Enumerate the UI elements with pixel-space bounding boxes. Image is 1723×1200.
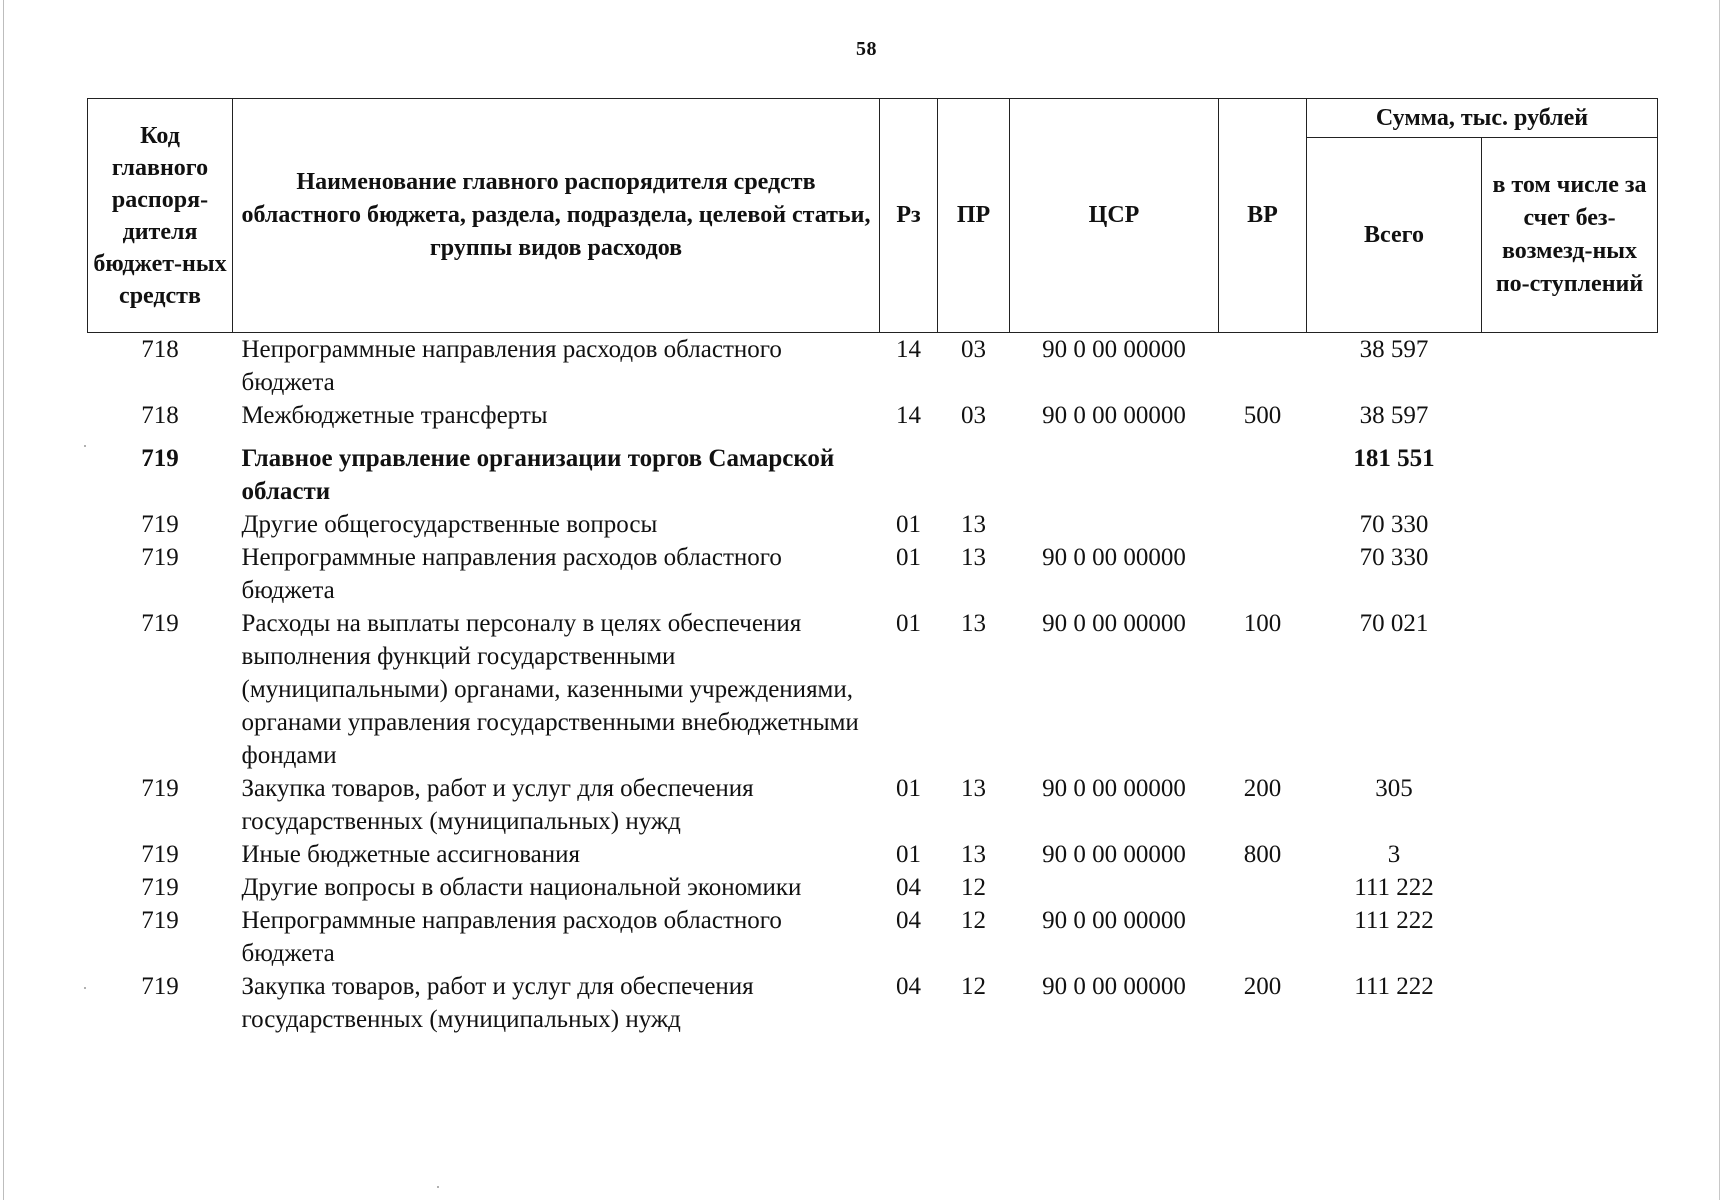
table-row xyxy=(88,432,1658,508)
cell-grants xyxy=(1482,838,1658,871)
table-row xyxy=(88,541,1658,607)
cell-csr: 90 0 00 00000 xyxy=(1042,402,1186,429)
table-body xyxy=(88,333,1658,1037)
table-row xyxy=(88,838,1658,871)
cell-vr: 200 xyxy=(1243,775,1282,802)
scan-left-edge xyxy=(3,0,4,1200)
cell-total: 111 222 xyxy=(1354,874,1434,901)
table-row xyxy=(88,607,1658,772)
table-row xyxy=(88,871,1658,904)
budget-table xyxy=(87,98,1658,1036)
cell-grants xyxy=(1482,904,1658,970)
scan-speck xyxy=(437,1186,439,1188)
header-total: Всего xyxy=(1307,138,1482,333)
cell-vr: 800 xyxy=(1243,841,1282,868)
cell-name: Главное управление организации торгов Самарской области xyxy=(241,445,835,505)
cell-vr: 500 xyxy=(1243,402,1282,429)
cell-vr xyxy=(1219,871,1307,904)
cell-vr xyxy=(1219,333,1307,400)
cell-csr: 90 0 00 00000 xyxy=(1042,610,1186,637)
cell-pr: 03 xyxy=(961,336,986,363)
cell-rz: 01 xyxy=(896,511,921,538)
header-code: Код главного распоря-дителя бюджет-ных средств xyxy=(88,99,233,333)
cell-name: Непрограммные направления расходов областного бюджета xyxy=(241,907,782,967)
header-pr: ПР xyxy=(938,99,1010,333)
cell-pr: 13 xyxy=(961,610,986,637)
cell-name: Закупка товаров, работ и услуг для обеспечения государственных (муниципальных) нужд xyxy=(241,973,754,1033)
cell-code: 719 xyxy=(141,841,179,868)
cell-total: 38 597 xyxy=(1359,402,1429,429)
table-row xyxy=(88,772,1658,838)
table-row xyxy=(88,970,1658,1036)
cell-name: Иные бюджетные ассигнования xyxy=(241,841,581,868)
scan-right-edge xyxy=(1719,0,1720,1200)
cell-total: 70 021 xyxy=(1359,610,1429,637)
cell-grants xyxy=(1482,871,1658,904)
table-row xyxy=(88,333,1658,400)
cell-csr xyxy=(1010,871,1219,904)
cell-rz: 04 xyxy=(896,973,921,1000)
cell-code: 718 xyxy=(141,402,179,429)
scan-speck xyxy=(84,987,86,989)
cell-rz: 14 xyxy=(896,336,921,363)
cell-csr: 90 0 00 00000 xyxy=(1042,973,1186,1000)
cell-total: 181 551 xyxy=(1353,445,1435,472)
cell-code: 719 xyxy=(141,445,179,472)
header-rz: Рз xyxy=(880,99,938,333)
cell-vr: 100 xyxy=(1243,610,1282,637)
cell-grants xyxy=(1482,333,1658,400)
header-name: Наименование главного распорядителя средств областного бюджета, раздела, подраздела, целевой статьи, группы видов расходов xyxy=(233,99,880,333)
header-sum-group: Сумма, тыс. рублей xyxy=(1307,99,1658,138)
cell-rz: 04 xyxy=(896,907,921,934)
cell-pr: 12 xyxy=(961,973,986,1000)
table-row xyxy=(88,399,1658,432)
scan-speck xyxy=(84,445,86,447)
cell-grants xyxy=(1482,541,1658,607)
cell-total: 305 xyxy=(1375,775,1413,802)
cell-pr: 03 xyxy=(961,402,986,429)
cell-rz xyxy=(880,432,938,508)
cell-total: 111 222 xyxy=(1354,907,1434,934)
table-header xyxy=(88,99,1658,333)
cell-grants xyxy=(1482,970,1658,1036)
cell-code: 719 xyxy=(141,973,179,1000)
cell-vr: 200 xyxy=(1243,973,1282,1000)
cell-name: Межбюджетные трансферты xyxy=(241,402,548,429)
cell-csr: 90 0 00 00000 xyxy=(1042,907,1186,934)
cell-rz: 01 xyxy=(896,610,921,637)
cell-name: Другие общегосударственные вопросы xyxy=(241,511,658,538)
header-csr: ЦСР xyxy=(1010,99,1219,333)
cell-pr: 13 xyxy=(961,775,986,802)
cell-grants xyxy=(1482,432,1658,508)
cell-csr xyxy=(1010,508,1219,541)
cell-code: 719 xyxy=(141,775,179,802)
cell-total: 111 222 xyxy=(1354,973,1434,1000)
cell-pr: 13 xyxy=(961,544,986,571)
cell-pr: 13 xyxy=(961,841,986,868)
cell-vr xyxy=(1219,432,1307,508)
table-row xyxy=(88,904,1658,970)
cell-name: Закупка товаров, работ и услуг для обеспечения государственных (муниципальных) нужд xyxy=(241,775,754,835)
cell-grants xyxy=(1482,508,1658,541)
cell-rz: 01 xyxy=(896,544,921,571)
page-number: 58 xyxy=(856,38,877,60)
cell-grants xyxy=(1482,607,1658,772)
cell-name: Расходы на выплаты персоналу в целях обеспечения выполнения функций государственными (муниципальными) органами, казенными учреждениями, органами управления государственными внебюджетными фондами xyxy=(241,610,859,769)
cell-total: 70 330 xyxy=(1359,544,1429,571)
cell-name: Непрограммные направления расходов областного бюджета xyxy=(241,544,782,604)
table-row xyxy=(88,508,1658,541)
cell-csr: 90 0 00 00000 xyxy=(1042,841,1186,868)
cell-rz: 01 xyxy=(896,775,921,802)
cell-csr: 90 0 00 00000 xyxy=(1042,544,1186,571)
header-grants: в том числе за счет без-возмезд-ных по-ступлений xyxy=(1482,138,1658,333)
cell-pr: 13 xyxy=(961,511,986,538)
cell-csr xyxy=(1010,432,1219,508)
cell-code: 719 xyxy=(141,874,179,901)
cell-code: 719 xyxy=(141,907,179,934)
cell-code: 719 xyxy=(141,511,179,538)
cell-name: Другие вопросы в области национальной экономики xyxy=(241,874,802,901)
cell-grants xyxy=(1482,772,1658,838)
cell-grants xyxy=(1482,399,1658,432)
cell-pr: 12 xyxy=(961,907,986,934)
cell-vr xyxy=(1219,541,1307,607)
cell-csr: 90 0 00 00000 xyxy=(1042,336,1186,363)
cell-total: 70 330 xyxy=(1359,511,1429,538)
cell-code: 719 xyxy=(141,610,179,637)
cell-name: Непрограммные направления расходов областного бюджета xyxy=(241,336,782,396)
header-vr: ВР xyxy=(1219,99,1307,333)
cell-pr xyxy=(938,432,1010,508)
cell-code: 718 xyxy=(141,336,179,363)
cell-rz: 14 xyxy=(896,402,921,429)
cell-code: 719 xyxy=(141,544,179,571)
cell-rz: 01 xyxy=(896,841,921,868)
cell-total: 3 xyxy=(1387,841,1401,868)
cell-vr xyxy=(1219,508,1307,541)
cell-rz: 04 xyxy=(896,874,921,901)
cell-csr: 90 0 00 00000 xyxy=(1042,775,1186,802)
cell-total: 38 597 xyxy=(1359,336,1429,363)
cell-pr: 12 xyxy=(961,874,986,901)
cell-vr xyxy=(1219,904,1307,970)
